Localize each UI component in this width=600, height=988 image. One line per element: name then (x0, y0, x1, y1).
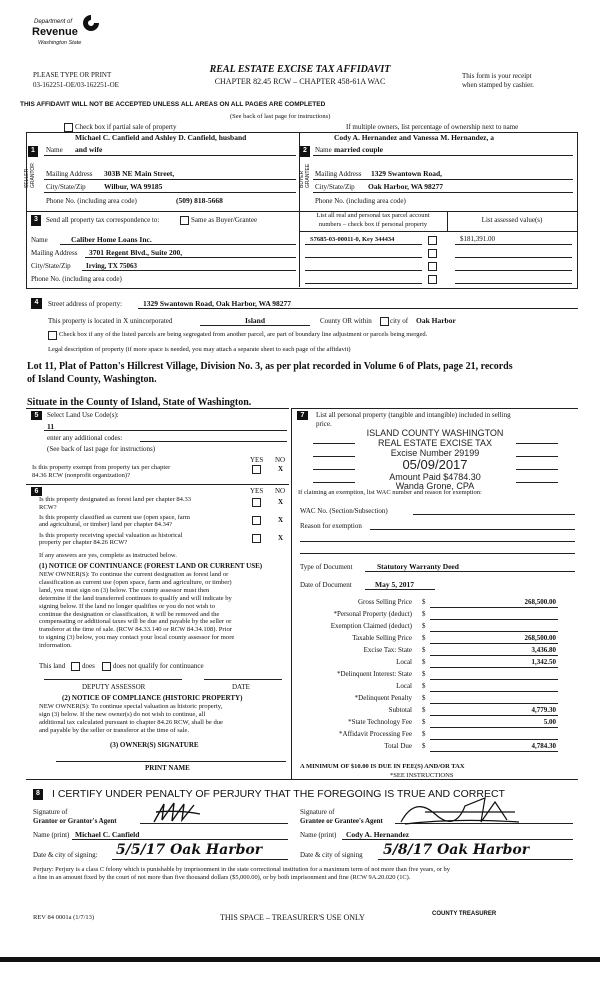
fin-label: *State Technology Fee (348, 718, 412, 726)
buyer-name: Cody A. Hernandez and Vanessa M. Hernandez, a (334, 133, 495, 142)
corr-mailing: 3701 Regent Blvd., Suite 200, (89, 248, 183, 257)
grantee-name: Cody A. Hernandez (346, 830, 410, 839)
personal-property-label-2: price. (316, 420, 332, 428)
fin-label: Exemption Claimed (deduct) (330, 622, 412, 630)
notice1-line: to signing (3) below, you may contact your local county assessor for more (39, 634, 235, 642)
fin-row (300, 658, 578, 670)
section-8-badge: 8 (33, 789, 43, 800)
notice2-line: sign (3) below. If the new owner(s) do not wish to continue, all (39, 710, 206, 718)
partial-sale-checkbox[interactable] (64, 123, 73, 132)
exempt-no-mark: X (278, 465, 284, 473)
city-of-label: city of (390, 317, 409, 325)
grantor-sig-label: Signature of (33, 808, 68, 816)
deputy-assessor-label: DEPUTY ASSESSOR (82, 683, 146, 691)
within-city-checkbox[interactable] (380, 317, 389, 326)
logo-text-revenue: Revenue (32, 26, 78, 38)
if-yes-instruction: If any answers are yes, complete as instructed below. (39, 552, 177, 559)
segregated-label: Check box if any of the listed parcels are being segregated from another parcel, are part of boundary line adjustment or parcels being merged. (59, 331, 428, 338)
grantee-sig-label: Signature of (300, 808, 335, 816)
minimum-fee-note: A MINIMUM OF $10.00 IS DUE IN FEE(S) AND/OR TAX (300, 763, 465, 770)
see-instructions-note: *SEE INSTRUCTIONS (390, 772, 454, 779)
grantor-name-label: Name (print) (33, 831, 70, 839)
additional-codes-label: enter any additional codes: (47, 434, 123, 442)
doc-type: Statutory Warranty Deed (377, 562, 459, 571)
fin-label: *Affidavit Processing Fee (339, 730, 412, 738)
correspondence-intro: Send all property tax correspondence to: (46, 216, 160, 224)
fin-row (300, 694, 578, 706)
seller-phone-label: Phone No. (including area code) (46, 197, 137, 205)
seller-side-label: SELLER GRANTOR (24, 163, 36, 188)
fin-value: 3,436.80 (531, 646, 556, 654)
form-revision: REV 84 0001a (1/7/13) (33, 914, 95, 921)
corr-name: Caliber Home Loans Inc. (71, 235, 152, 244)
bottom-bar (0, 957, 600, 962)
forest-question-2: RCW? (39, 504, 57, 511)
notice-compliance-title: (2) NOTICE OF COMPLIANCE (HISTORIC PROPERTY) (62, 694, 243, 702)
fin-currency: $ (422, 646, 426, 654)
buyer-city: Oak Harbor, WA 98277 (368, 182, 444, 191)
fin-label: Subtotal (388, 706, 412, 714)
stamp-county: ISLAND COUNTY WASHINGTON (366, 428, 504, 438)
land-use-label: Select Land Use Code(s): (47, 411, 119, 419)
corr-city-label: City/State/Zip (31, 262, 71, 270)
fin-currency: $ (422, 718, 426, 726)
doc-date-label: Date of Document (300, 581, 352, 589)
owner-signature-label: (3) OWNER(S) SIGNATURE (110, 741, 199, 749)
fin-value: 5.00 (543, 718, 556, 726)
seller-mailing-label: Mailing Address (46, 170, 93, 178)
section-2-badge: 2 (300, 146, 310, 157)
forest-question: Is this property designated as forest land per chapter 84.33 (39, 496, 191, 503)
fin-row (300, 730, 578, 742)
notice1-line: classification as current use (open space, farm and agriculture, or timber) (39, 578, 232, 586)
grantor-name: Michael C. Canfield (75, 830, 140, 839)
parcel-number: S7685-03-00011-0, Key 344434 (310, 236, 395, 243)
perjury-line: Perjury: Perjury is a class C felony which is punishable by imprisonment in the state correctional institution for a maximum term of not more than five years, or by (33, 866, 450, 873)
exempt-yes-header: YES (250, 456, 264, 464)
seller-city: Wilbur, WA 99185 (104, 182, 163, 191)
grantor-agent-label: Grantor or Grantor's Agent (33, 817, 117, 825)
land-use-code: 11 (47, 422, 55, 431)
page-title: REAL ESTATE EXCISE TAX AFFIDAVIT (209, 64, 391, 75)
section-7-badge: 7 (297, 411, 308, 420)
seller-city-label: City/State/Zip (46, 183, 86, 191)
excise-stamp (350, 428, 520, 491)
exempt-question: Is this property exempt from property tax per chapter (32, 464, 171, 471)
section-4-badge: 4 (31, 298, 42, 309)
receipt-note: This form is your receipt (462, 72, 532, 80)
county-label: County OR within (320, 317, 372, 325)
corr-name-label: Name (31, 236, 48, 244)
perjury-line-2: a fine in an amount fixed by the court of not more than five thousand dollars ($5,000.00), or by both imprisonment and fine (RCW 9A.20.020 (1C). (33, 874, 411, 881)
notice1-line: compensating or additional taxes will be due and payable by the seller or (39, 618, 232, 626)
does-label: does (82, 662, 95, 670)
notice1-line: information. (39, 642, 72, 650)
fin-currency: $ (422, 694, 426, 702)
segregated-checkbox[interactable] (48, 331, 57, 340)
buyer-name-label: Name (315, 146, 332, 154)
completion-warning: THIS AFFIDAVIT WILL NOT BE ACCEPTED UNLESS ALL AREAS ON ALL PAGES ARE COMPLETED (20, 101, 326, 108)
revenue-logo (30, 12, 120, 54)
fin-currency: $ (422, 622, 426, 630)
fin-currency: $ (422, 706, 426, 714)
stamp-excise-number: Excise Number 29199 (390, 448, 480, 458)
treasurer-use-label: THIS SPACE – TREASURER'S USE ONLY (220, 913, 365, 922)
seller-mailing: 303B NE Main Street, (104, 169, 175, 178)
current-use-question: Is this property classified as current use (open space, farm (39, 514, 190, 521)
fin-currency: $ (422, 682, 426, 690)
fin-value: 268,500.00 (524, 598, 556, 606)
corr-city: Irving, TX 75063 (86, 262, 138, 270)
section-1-badge: 1 (28, 146, 38, 157)
certify-statement: I CERTIFY UNDER PENALTY OF PERJURY THAT THE FOREGOING IS TRUE AND CORRECT (52, 788, 505, 800)
fin-label: Gross Selling Price (357, 598, 412, 606)
logo-swirl-icon (82, 14, 100, 32)
seller-name-label: Name (46, 146, 63, 154)
parcel-header: List all real and personal tax parcel account (316, 212, 430, 219)
stamp-date: 05/09/2017 (402, 457, 468, 472)
assessor-date-label: DATE (232, 683, 250, 691)
parcel-1-personal-checkbox[interactable] (428, 236, 437, 245)
fin-row (300, 742, 578, 754)
grantor-signature-mark (150, 800, 210, 824)
fin-label: Total Due (384, 742, 412, 750)
grantor-date-city: 5/5/17 Oak Harbor (116, 842, 263, 858)
file-number: 03-162251-OE/03-162251-OE (33, 81, 119, 89)
fin-currency: $ (422, 742, 426, 750)
parcel-2-personal-checkbox[interactable] (428, 249, 437, 258)
exempt-no-header: NO (275, 456, 286, 464)
print-name-label: PRINT NAME (145, 764, 190, 772)
section-5-badge: 5 (31, 411, 42, 420)
fin-row (300, 670, 578, 682)
stamp-treasurer: Wanda Grone, CPA (395, 481, 475, 491)
fin-row (300, 622, 578, 634)
parcel-3-personal-checkbox[interactable] (428, 262, 437, 271)
parcel-header-2: numbers – check box if personal property (318, 221, 428, 228)
street-label: Street address of property: (48, 300, 123, 308)
located-label: This property is located in X unincorporated (48, 317, 173, 325)
see-back-note: (See back of last page for instructions) (230, 113, 331, 120)
stamp-amount: Amount Paid $4784.30 (389, 472, 481, 482)
legal-description-label: Legal description of property (if more space is needed, you may attach a separate sheet to each page of the affidavit) (48, 346, 351, 353)
seller-name: Michael C. Canfield and Ashley D. Canfield, husband (75, 133, 247, 142)
buyer-name-cont: married couple (334, 145, 383, 154)
fin-currency: $ (422, 610, 426, 618)
personal-property-label: List all personal property (tangible and intangible) included in selling (316, 411, 511, 419)
fin-currency: $ (422, 634, 426, 642)
parcel-4-personal-checkbox[interactable] (428, 275, 437, 284)
seller-phone: (509) 818-5668 (176, 196, 223, 205)
current-use-yes-checkbox[interactable] (252, 516, 261, 525)
exempt-yes-checkbox[interactable] (252, 465, 261, 474)
current-use-no-mark: X (278, 516, 284, 524)
notice1-line: determine if the land transferred continues to qualify and will indicate by (39, 594, 232, 602)
fin-label: Taxable Selling Price (352, 634, 412, 642)
reason-label: Reason for exemption (300, 522, 362, 530)
section-6-badge: 6 (31, 487, 42, 496)
corr-phone-label: Phone No. (including area code) (31, 275, 122, 283)
fin-currency: $ (422, 730, 426, 738)
county-treasurer-label: COUNTY TREASURER (432, 911, 497, 917)
grantee-date-label: Date & city of signing (300, 851, 363, 859)
please-type-label: PLEASE TYPE OR PRINT (33, 71, 112, 79)
page-subtitle: CHAPTER 82.45 RCW – CHAPTER 458-61A WAC (214, 77, 386, 86)
logo-text-department: Department of (34, 19, 73, 25)
does-not-qualify-label: does not qualify for continuance (113, 662, 204, 670)
fin-label: Local (396, 682, 412, 690)
partial-sale-label: Check box if partial sale of property (75, 123, 177, 131)
fin-row (300, 598, 578, 610)
logo-text-washington: Washington State (38, 40, 82, 46)
same-as-buyer-checkbox[interactable] (180, 216, 189, 225)
perjury-notice (33, 866, 578, 882)
fin-currency: $ (422, 598, 426, 606)
fin-value: 4,779.30 (531, 706, 556, 714)
grantee-agent-label: Grantee or Grantee's Agent (300, 817, 383, 825)
property-county: Island (244, 316, 265, 325)
fin-label: *Delinquent Interest: State (336, 670, 412, 678)
corr-mailing-label: Mailing Address (31, 249, 78, 257)
notice1-line: NEW OWNER(S): To continue the current designation as forest land or (39, 571, 229, 578)
forest-yes-checkbox[interactable] (252, 498, 261, 507)
historic-yes-checkbox[interactable] (252, 534, 261, 543)
buyer-mailing: 1329 Swantown Road, (371, 169, 443, 178)
fin-row (300, 610, 578, 622)
current-use-question-2: and agricultural, or timber) land per chapter 84.34? (39, 521, 173, 528)
fin-row (300, 718, 578, 730)
notice1-line: land, you must sign on (3) below. The county assessor must then (39, 586, 210, 594)
property-city: Oak Harbor (416, 316, 456, 325)
buyer-phone-label: Phone No. (including area code) (315, 197, 406, 205)
forest-no-mark: X (278, 498, 284, 506)
doc-type-label: Type of Document (300, 563, 353, 571)
fin-currency: $ (422, 658, 426, 666)
historic-no-mark: X (278, 534, 284, 542)
legal-description-cont: of Island County, Washington. (27, 374, 157, 385)
grantor-date-label: Date & city of signing: (33, 851, 98, 859)
notice1-line: transferor at the time of sale. (RCW 84.33.140 or RCW 84.34.108). Prior (39, 626, 232, 634)
buyer-city-label: City/State/Zip (315, 183, 355, 191)
notice-compliance-body (39, 703, 291, 735)
exemption-claim-label: If claiming an exemption, list WAC number and reason for exemption: (298, 489, 482, 496)
fin-label: Excise Tax: State (363, 646, 412, 654)
s6-no-header: NO (275, 487, 286, 495)
grantee-date-city: 5/8/17 Oak Harbor (383, 842, 530, 858)
fin-row (300, 646, 578, 658)
fin-label: Local (396, 658, 412, 666)
land-use-see-back: (See back of last page for instructions) (47, 445, 156, 453)
fin-value: 268,500.00 (524, 634, 556, 642)
seller-name-cont: and wife (75, 145, 103, 154)
notice-continuance-body (39, 571, 291, 650)
buyer-mailing-label: Mailing Address (315, 170, 362, 178)
fin-row (300, 634, 578, 646)
receipt-note-2: when stamped by cashier. (462, 81, 534, 89)
property-street: 1329 Swantown Road, Oak Harbor, WA 98277 (143, 299, 291, 308)
fin-row (300, 682, 578, 694)
fin-label: *Delinquent Penalty (354, 694, 412, 702)
fin-row (300, 706, 578, 718)
exempt-question-2: 84.36 RCW (nonprofit organization)? (32, 472, 130, 479)
fin-value: 1,342.50 (531, 658, 556, 666)
fin-value: 4,784.30 (531, 742, 556, 750)
stamp-title: REAL ESTATE EXCISE TAX (377, 438, 493, 448)
historic-question-2: property per chapter 84.26 RCW? (39, 539, 128, 546)
notice1-line: signing below. If the land no longer qualifies or you do not wish to (39, 602, 216, 610)
historic-question: Is this property receiving special valuation as historical (39, 532, 183, 539)
situate-text: Situate in the County of Island, State of Washington. (27, 397, 252, 408)
s6-yes-header: YES (250, 487, 264, 495)
notice2-line: additional tax calculated pursuant to chapter 84.26 RCW, shall be due (39, 718, 223, 726)
grantee-signature-mark (395, 792, 525, 828)
multiple-owners-label: If multiple owners, list percentage of ownership next to name (346, 123, 519, 131)
grantee-name-label: Name (print) (300, 831, 337, 839)
buyer-side-label: BUYER GRANTEE (299, 163, 311, 188)
same-as-buyer-label: Same as Buyer/Grantee (191, 216, 258, 224)
fin-label: *Personal Property (deduct) (333, 610, 412, 618)
notice1-line: continue the designation or classification, it will be removed and the (39, 610, 220, 618)
notice2-line: and payable by the seller or transferor at the time of sale. (39, 726, 190, 734)
this-land-label: This land (39, 662, 66, 670)
assessed-header: List assessed value(s) (481, 216, 543, 224)
legal-description: Lot 11, Plat of Patton's Hillcrest Village, Division No. 3, as per plat recorded in Volume 6 of Plats, page 21, records (27, 361, 513, 372)
notice-continuance-title: (1) NOTICE OF CONTINUANCE (FOREST LAND OR CURRENT USE) (39, 562, 263, 570)
does-not-qualify-checkbox[interactable] (102, 662, 111, 671)
assessed-value: $181,391.00 (460, 235, 495, 243)
fin-currency: $ (422, 670, 426, 678)
notice2-line: NEW OWNER(S): To continue special valuation as historic property, (39, 703, 223, 710)
wac-label: WAC No. (Section/Subsection) (300, 507, 388, 515)
section-3-badge: 3 (31, 215, 41, 226)
does-qualify-checkbox[interactable] (71, 662, 80, 671)
doc-date: May 5, 2017 (375, 580, 414, 589)
